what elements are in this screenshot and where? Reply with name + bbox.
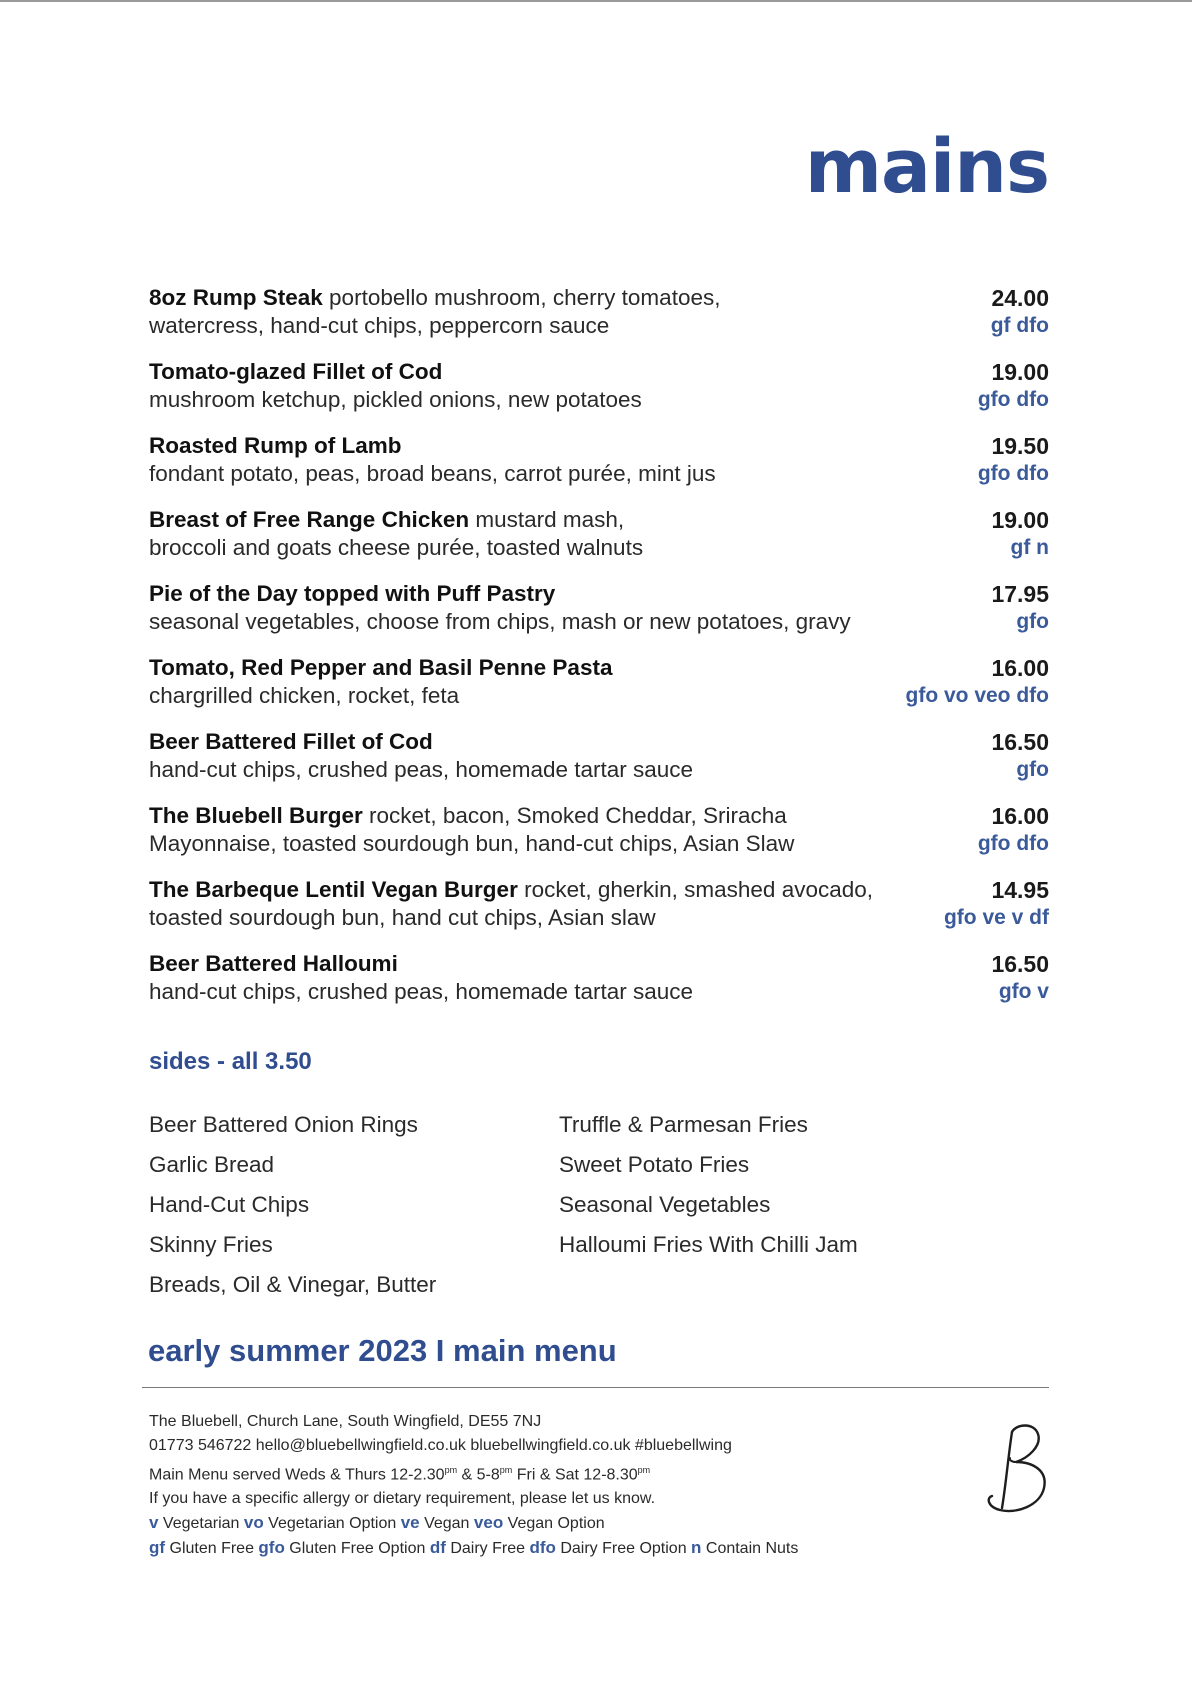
- key-label: Gluten Free: [165, 1540, 259, 1558]
- key-label: Dairy Free Option: [555, 1540, 692, 1558]
- menu-item-name: Beer Battered Fillet of Cod: [149, 729, 433, 754]
- menu-item-dietary-tags: gfo dfo: [977, 832, 1049, 855]
- key-label: Vegetarian Option: [263, 1515, 401, 1533]
- side-item: Halloumi Fries With Chilli Jam: [559, 1232, 858, 1257]
- menu-item-description: [149, 876, 881, 932]
- key-label: Contain Nuts: [701, 1540, 799, 1558]
- menu-item-description: [149, 506, 881, 562]
- sides-list: [149, 1105, 969, 1305]
- menu-item-dietary-tags: gfo dfo: [977, 388, 1049, 411]
- menu-item-desc-line1: mustard mash,: [469, 507, 625, 532]
- menu-item-pricing: [881, 506, 1049, 562]
- menu-item-name: Beer Battered Halloumi: [149, 951, 398, 976]
- menu-item-name: Breast of Free Range Chicken: [149, 507, 470, 532]
- menu-item-desc-line1: rocket, gherkin, smashed avocado,: [517, 877, 874, 902]
- menu-item-pricing: [881, 580, 1049, 636]
- key-code: v: [149, 1513, 159, 1533]
- side-item: Garlic Bread: [149, 1152, 275, 1177]
- menu-item: [149, 950, 1049, 1024]
- menu-item-description: [149, 728, 881, 784]
- key-code: gfo: [258, 1538, 285, 1558]
- menu-item-dietary-tags: gfo v: [998, 980, 1049, 1003]
- menu-item-name: 8oz Rump Steak: [149, 285, 323, 310]
- menu-item-description: [149, 654, 881, 710]
- side-item: Breads, Oil & Vinegar, Butter: [149, 1272, 437, 1297]
- menu-item-pricing: [881, 802, 1049, 858]
- menu-item-desc-line2: Mayonnaise, toasted sourdough bun, hand-cut chips, Asian Slaw: [149, 831, 795, 856]
- sides-heading: sides - all 3.50: [149, 1048, 312, 1075]
- footer-allergy-note: If you have a specific allergy or dietary requirement, please let us know.: [149, 1490, 656, 1508]
- menu-item-price: 16.50: [991, 729, 1049, 755]
- pm-marker: pm: [444, 1465, 458, 1475]
- menu-item-desc-line2: toasted sourdough bun, hand cut chips, Asian slaw: [149, 905, 656, 930]
- dietary-key-allergens: [149, 1536, 949, 1561]
- menu-item-name: Tomato-glazed Fillet of Cod: [149, 359, 443, 384]
- side-item: Truffle & Parmesan Fries: [559, 1112, 808, 1137]
- side-item: Beer Battered Onion Rings: [149, 1112, 418, 1137]
- page-title: mains: [804, 124, 1049, 210]
- sides-column-right: [559, 1105, 969, 1305]
- menu-item-name: The Barbeque Lentil Vegan Burger: [149, 877, 518, 902]
- menu-item-price: 19.50: [991, 433, 1049, 459]
- key-code: dfo: [529, 1538, 556, 1558]
- menu-item-pricing: [881, 284, 1049, 340]
- menu-item: [149, 580, 1049, 654]
- key-label: Dairy Free: [445, 1540, 530, 1558]
- footer-hours: [149, 1458, 949, 1487]
- key-code: gf: [149, 1538, 166, 1558]
- menu-item: [149, 802, 1049, 876]
- menu-item-dietary-tags: gf dfo: [990, 314, 1049, 337]
- hours-evening: & 5-8: [457, 1466, 500, 1484]
- side-item: Sweet Potato Fries: [559, 1152, 750, 1177]
- menu-item-pricing: [881, 358, 1049, 414]
- menu-item-description: [149, 432, 881, 488]
- menu-item-desc-line2: hand-cut chips, crushed peas, homemade tartar sauce: [149, 757, 694, 782]
- menu-item-pricing: [881, 728, 1049, 784]
- menu-item: [149, 284, 1049, 358]
- menu-item-name: The Bluebell Burger: [149, 803, 363, 828]
- menu-item-price: 24.00: [991, 285, 1049, 311]
- side-item: Seasonal Vegetables: [559, 1192, 771, 1217]
- menu-item-dietary-tags: gfo vo veo dfo: [905, 684, 1049, 707]
- footer-info: [149, 1410, 949, 1561]
- menu-item-description: [149, 802, 881, 858]
- menu-item-desc-line1: rocket, bacon, Smoked Cheddar, Sriracha: [362, 803, 787, 828]
- key-code: vo: [243, 1513, 264, 1533]
- menu-item-pricing: [881, 950, 1049, 1006]
- menu-item-desc-line2: seasonal vegetables, choose from chips, mash or new potatoes, gravy: [149, 609, 851, 634]
- sides-column-left: [149, 1105, 559, 1305]
- menu-item-price: 17.95: [991, 581, 1049, 607]
- menu-item-desc-line2: watercress, hand-cut chips, peppercorn sauce: [149, 313, 610, 338]
- bluebell-b-monogram-icon: [982, 1418, 1054, 1528]
- key-label: Vegan Option: [503, 1515, 605, 1533]
- menu-item-price: 16.50: [991, 951, 1049, 977]
- menu-item-dietary-tags: gfo: [1016, 610, 1049, 633]
- side-item: Skinny Fries: [149, 1232, 273, 1257]
- footer-contact: 01773 546722 hello@bluebellwingfield.co.uk bluebellwingfield.co.uk #bluebellwing: [149, 1437, 732, 1454]
- dietary-key-vegetarian: [149, 1511, 949, 1536]
- menu-item-pricing: [881, 654, 1049, 710]
- menu-item-price: 16.00: [991, 803, 1049, 829]
- footer-divider: [142, 1387, 1049, 1388]
- menu-item-price: 14.95: [991, 877, 1049, 903]
- menu-item-pricing: [881, 432, 1049, 488]
- menu-item-name: Roasted Rump of Lamb: [149, 433, 402, 458]
- footer-address: The Bluebell, Church Lane, South Wingfield, DE55 7NJ: [149, 1413, 542, 1430]
- key-code: n: [691, 1538, 702, 1558]
- menu-season-title: early summer 2023 I main menu: [148, 1333, 617, 1368]
- menu-item: [149, 506, 1049, 580]
- key-code: ve: [400, 1513, 420, 1533]
- menu-item-dietary-tags: gfo: [1016, 758, 1049, 781]
- menu-item-dietary-tags: gfo dfo: [977, 462, 1049, 485]
- menu-item-name: Tomato, Red Pepper and Basil Penne Pasta: [149, 655, 613, 680]
- key-label: Gluten Free Option: [284, 1540, 430, 1558]
- key-label: Vegetarian: [158, 1515, 244, 1533]
- menu-item: [149, 728, 1049, 802]
- hours-fri-sat: Fri & Sat 12-8.30: [512, 1466, 638, 1484]
- key-code: veo: [473, 1513, 504, 1533]
- menu-item-desc-line2: mushroom ketchup, pickled onions, new potatoes: [149, 387, 642, 412]
- key-label: Vegan: [419, 1515, 474, 1533]
- menu-item: [149, 432, 1049, 506]
- menu-item-pricing: [881, 876, 1049, 932]
- menu-item-price: 19.00: [991, 359, 1049, 385]
- menu-item-dietary-tags: gf n: [1010, 536, 1049, 559]
- mains-list: [149, 284, 1049, 1024]
- menu-item-name: Pie of the Day topped with Puff Pastry: [149, 581, 556, 606]
- menu-item-desc-line2: chargrilled chicken, rocket, feta: [149, 683, 460, 708]
- pm-marker: pm: [637, 1465, 651, 1475]
- menu-item-price: 16.00: [991, 655, 1049, 681]
- menu-item-description: [149, 358, 881, 414]
- side-item: Hand-Cut Chips: [149, 1192, 310, 1217]
- menu-item: [149, 654, 1049, 728]
- hours-weds-thurs-lunch: Main Menu served Weds & Thurs 12-2.30: [149, 1466, 445, 1484]
- menu-item-description: [149, 580, 881, 636]
- menu-item-price: 19.00: [991, 507, 1049, 533]
- menu-item-desc-line1: portobello mushroom, cherry tomatoes,: [322, 285, 721, 310]
- menu-item-description: [149, 284, 881, 340]
- pm-marker: pm: [499, 1465, 513, 1475]
- menu-item-dietary-tags: gfo ve v df: [943, 906, 1049, 929]
- menu-item-description: [149, 950, 881, 1006]
- key-code: df: [429, 1538, 446, 1558]
- menu-item-desc-line2: hand-cut chips, crushed peas, homemade tartar sauce: [149, 979, 694, 1004]
- menu-item: [149, 358, 1049, 432]
- menu-item-desc-line2: fondant potato, peas, broad beans, carrot purée, mint jus: [149, 461, 716, 486]
- menu-item: [149, 876, 1049, 950]
- menu-item-desc-line2: broccoli and goats cheese purée, toasted walnuts: [149, 535, 644, 560]
